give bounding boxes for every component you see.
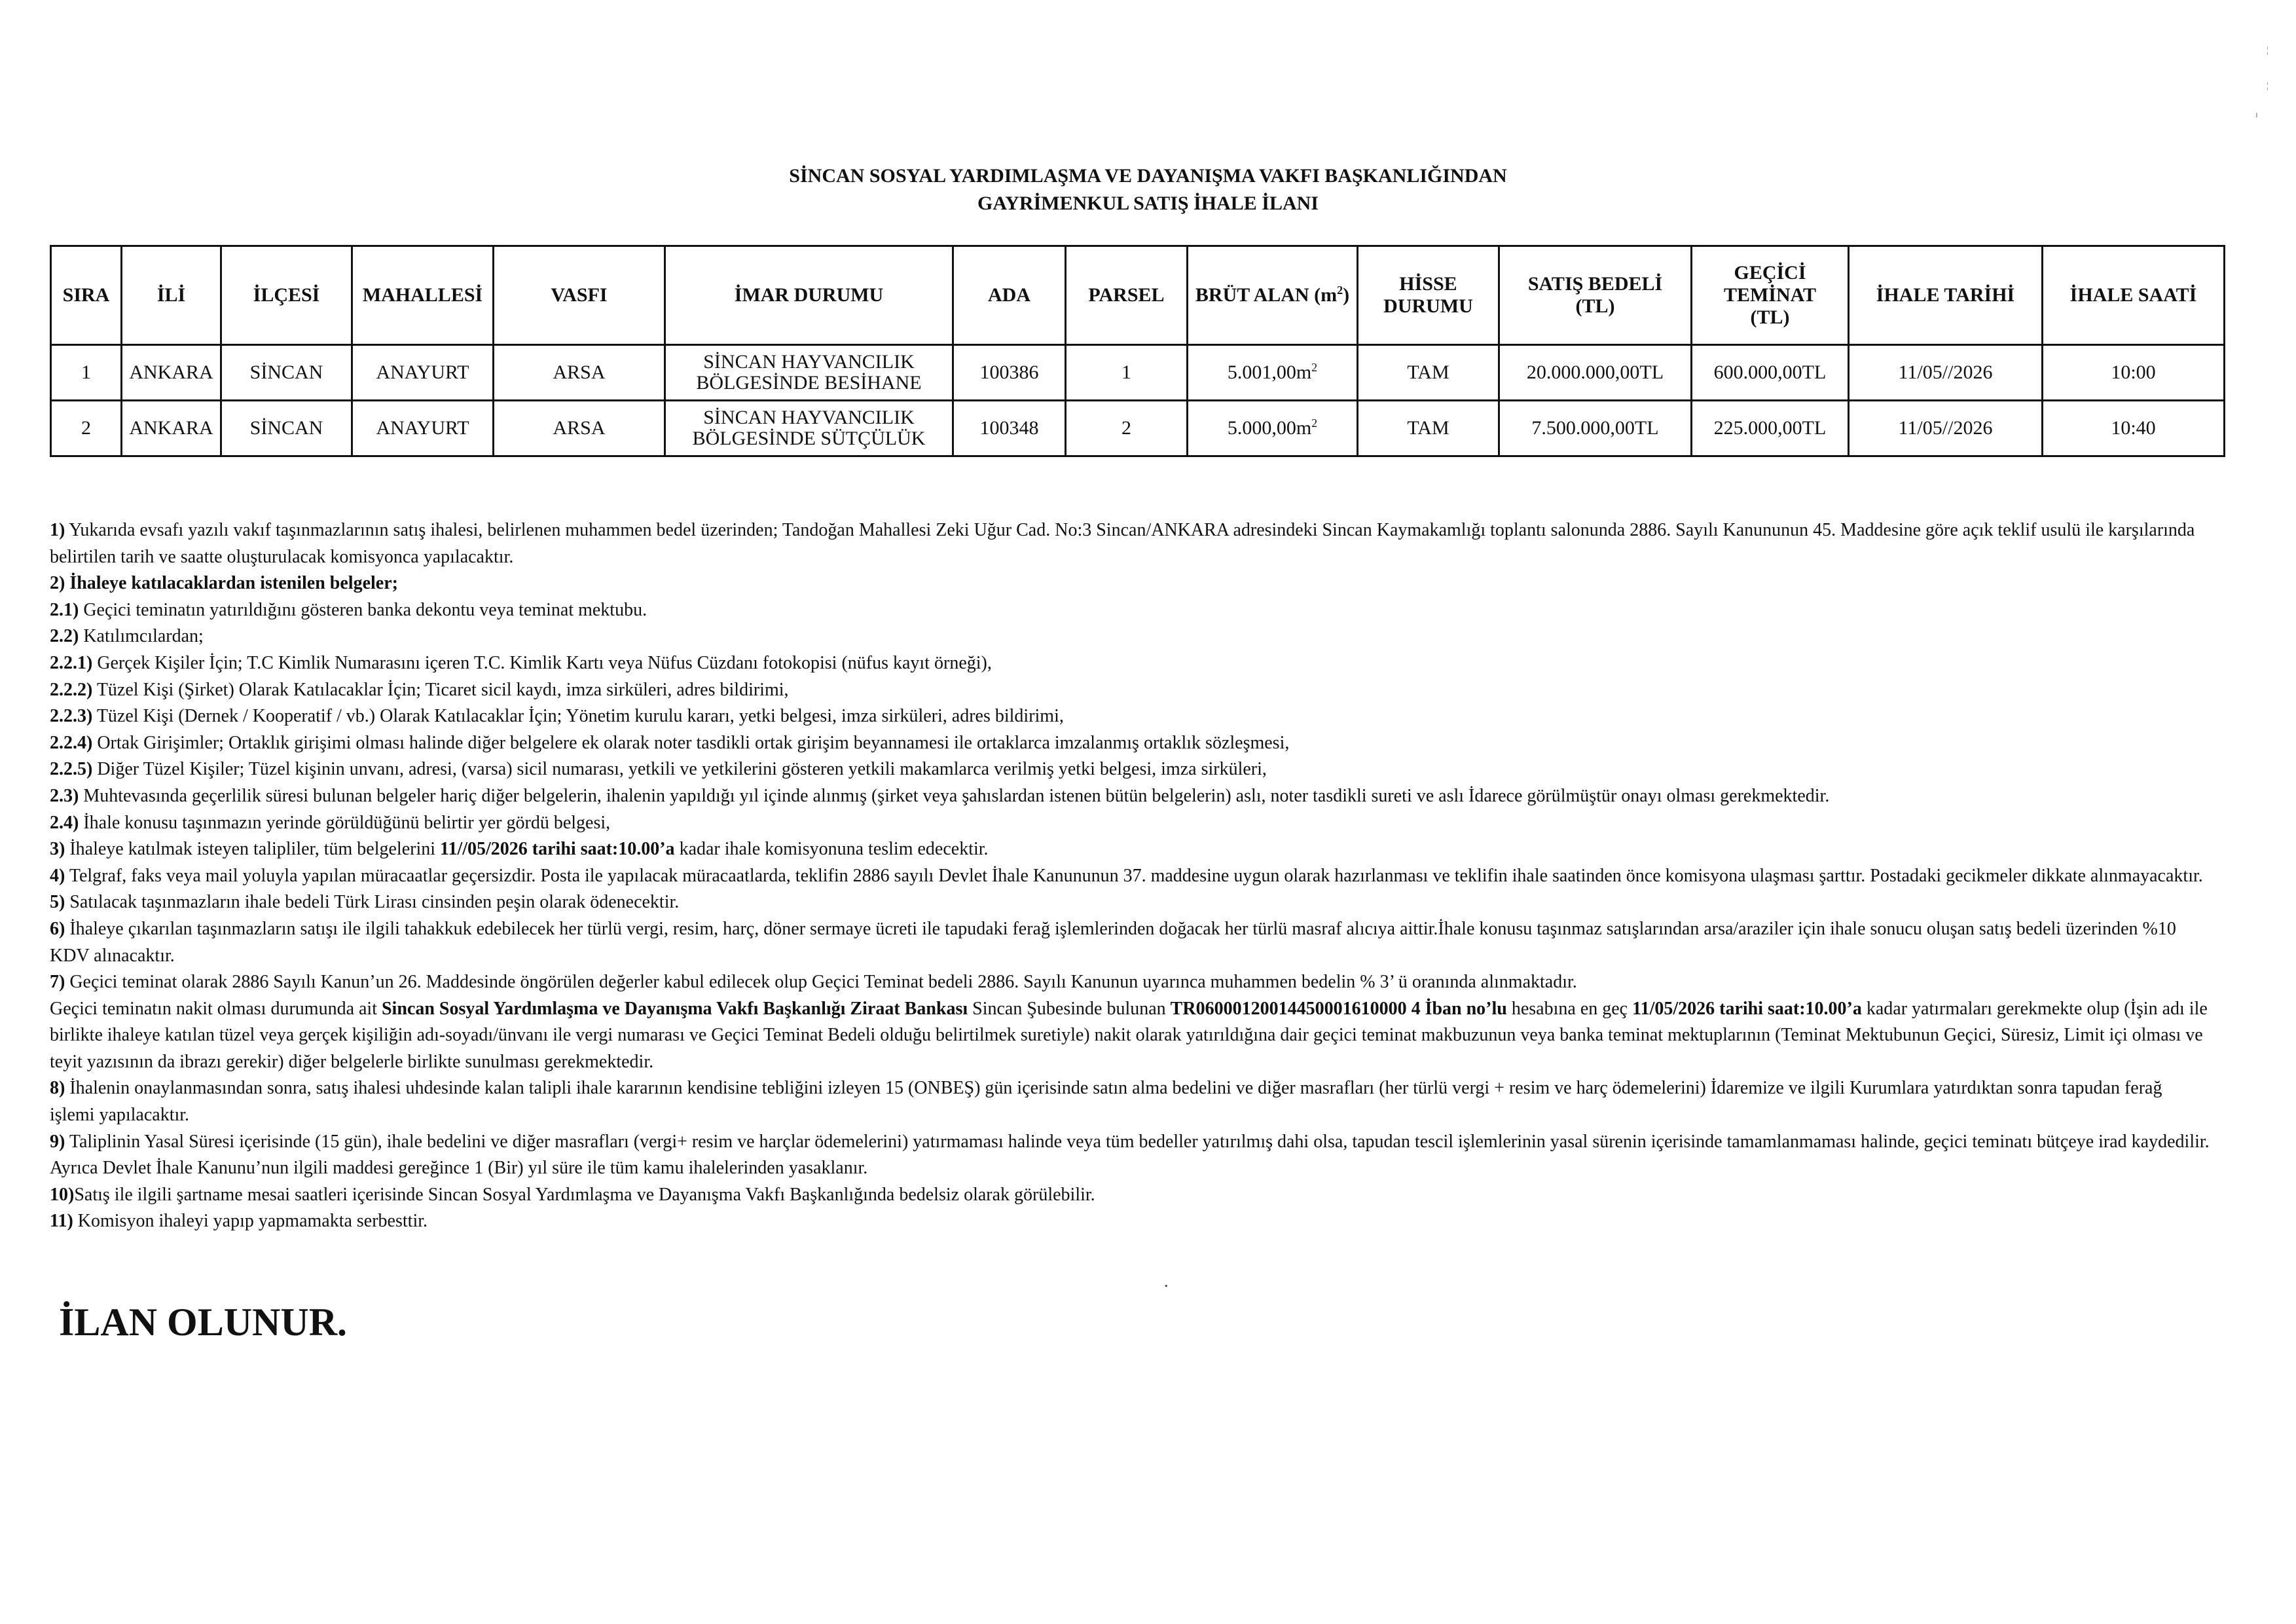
clause-deadline: 11/05/2026 tarihi saat:10.00’a xyxy=(1632,998,1862,1019)
clause-8 xyxy=(50,1075,2210,1128)
cell-satis: 7.500.000,00TL xyxy=(1499,401,1692,456)
clause-number: 3) xyxy=(50,839,65,860)
clause-2-2 xyxy=(50,623,2210,650)
cell-imar xyxy=(665,401,953,456)
clause-text: Taliplinin Yasal Süresi içerisinde (15 gün), ihale bedelini ve diğer masrafları (vergi+ resim ve harçlar ödemelerini) yatırmaması halinde veya tüm bedeller yatırılmış dahi olsa, tapudan tescil işlemlerinin yasal sürenin içerisinde tamamlanmaması halinde, geçici teminatı bütçeye irad kaydedilir. Ayrıca Devlet İhale Kanunu’nun ilgili maddesi gereğince 1 (Bir) yıl süre ile tüm kamu ihalelerinden yasaklanır. xyxy=(50,1131,2210,1179)
col-gecici xyxy=(1692,246,1849,345)
col-brut-alan-sup: 2 xyxy=(1337,284,1343,297)
clause-deadline: 11//05/2026 tarihi saat:10.00’a xyxy=(440,839,675,860)
cell-vasfi: ARSA xyxy=(494,345,665,401)
clause-text: Satılacak taşınmazların ihale bedeli Türk Lirası cinsinden peşin olarak ödenecektir. xyxy=(65,892,680,913)
cell-mahalle: ANAYURT xyxy=(352,345,494,401)
clause-number: 1) xyxy=(50,520,65,540)
cell-imar-l1: SİNCAN HAYVANCILIK xyxy=(703,407,915,428)
clause-text: kadar yatırmaları gerekmekte olup (İşin adı ile birlikte ihaleye katılan tüzel veya gerçek kişiliğin adı-soyadı/ünvanı ile vergi numarası ve Geçici Teminat Bedeli olduğu belirtilmek suretiyle) nakit olarak yatırıldığına dair geçici teminat makbuzunun veya banka teminat mektuplarının (Teminat Mektubunun Geçici, Süresiz, Limit içi olması ve teyit yazısının da ibrazı gerekir) diğer belgelerle birlikte sunulması gerekmektedir. xyxy=(50,998,2208,1072)
clause-number: 11) xyxy=(50,1211,73,1232)
col-hisse-l1: HİSSE xyxy=(1399,273,1457,295)
clause-text: Telgraf, faks veya mail yoluyla yapılan müracaatlar geçersizdir. Posta ile yapılacak müracaatlarda, teklifin 2886 sayılı Devlet İhale Kanununun 37. maddesine uygun olarak hazırlanması ve teklifin ihale saatinden önce komisyona ulaşması şarttır. Postadaki gecikmeler dikkate alınmayacaktır. xyxy=(65,865,2203,886)
clause-2-4 xyxy=(50,810,2210,837)
col-mahalle: MAHALLESİ xyxy=(352,246,494,345)
col-ihale-tarihi: İHALE TARİHİ xyxy=(1849,246,2043,345)
clause-number: 6) xyxy=(50,918,65,939)
clause-2-2-2 xyxy=(50,677,2210,704)
cell-hisse: TAM xyxy=(1358,401,1499,456)
cell-mahalle: ANAYURT xyxy=(352,401,494,456)
cell-imar-l1: SİNCAN HAYVANCILIK xyxy=(703,351,915,373)
scan-artifact: ¦ xyxy=(2267,46,2269,56)
col-sira: SIRA xyxy=(51,246,122,345)
cell-teminat: 225.000,00TL xyxy=(1692,401,1849,456)
auction-table xyxy=(50,245,2225,457)
clause-number: 2.2.1) xyxy=(50,652,93,673)
announcement-body xyxy=(50,517,2210,1235)
bank-account-holder: Sincan Sosyal Yardımlaşma ve Dayanışma Vakfı Başkanlığı Ziraat Bankası xyxy=(381,998,968,1019)
cell-alan-value: 5.001,00m xyxy=(1227,361,1312,383)
clause-11 xyxy=(50,1208,2210,1235)
cell-parsel: 1 xyxy=(1066,345,1188,401)
cell-alan xyxy=(1188,345,1358,401)
col-brut-alan xyxy=(1188,246,1358,345)
col-parsel: PARSEL xyxy=(1066,246,1188,345)
cell-alan-value: 5.000,00m xyxy=(1227,417,1312,439)
clause-2-3 xyxy=(50,783,2210,810)
clause-text: İhalenin onaylanmasından sonra, satış ihalesi uhdesinde kalan talipli ihale kararının kendisine tebliğini izleyen 15 (ONBEŞ) gün içerisinde satın alma bedelini ve diğer masrafları (her türlü vergi + resim ve harç ödemelerini) İdaremize ve ilgili Kurumlara yatırdıktan sonra tapudan ferağ işlemi yapılacaktır. xyxy=(50,1078,2162,1126)
clause-number: 2.4) xyxy=(50,812,79,833)
col-gecici-l2: TEMİNAT xyxy=(1723,284,1817,306)
clause-number: 4) xyxy=(50,865,65,886)
col-ada: ADA xyxy=(953,246,1066,345)
clause-2-2-5 xyxy=(50,756,2210,783)
clause-7-bank xyxy=(50,996,2210,1076)
clause-number: 2.1) xyxy=(50,599,79,620)
clause-number: 2.3) xyxy=(50,785,79,806)
cell-hisse: TAM xyxy=(1358,345,1499,401)
cell-imar xyxy=(665,345,953,401)
clause-number: 5) xyxy=(50,892,65,913)
clause-text: Katılımcılardan; xyxy=(79,626,204,647)
clause-number: 9) xyxy=(50,1131,65,1152)
cell-alan xyxy=(1188,401,1358,456)
clause-text: Ortak Girişimler; Ortaklık girişimi olması halinde diğer belgelere ek olarak noter tasdikli ortak girişim beyannamesi ile ortaklarca imzalanmış ortaklık sözleşmesi, xyxy=(92,732,1290,753)
col-brut-alan-text: BRÜT ALAN (m xyxy=(1195,284,1338,306)
clause-text: Sincan Şubesinde bulunan xyxy=(968,998,1171,1019)
scan-artifact: . xyxy=(1164,1272,1169,1291)
clause-number: 8) xyxy=(50,1078,65,1099)
clause-text: İhaleye katılmak isteyen talipliler, tüm belgelerini xyxy=(65,839,441,860)
clause-text: Yukarıda evsafı yazılı vakıf taşınmazlarının satış ihalesi, belirlenen muhammen bedel üzerinden; Tandoğan Mahallesi Zeki Uğur Cad. No:3 Sincan/ANKARA adresindeki Sincan Kaymakamlığı toplantı salonunda 2886. Sayılı Kanununun 45. Maddesine göre açık teklif usulü ile karşılarında belirtilen tarih ve saatte oluşturulacak komisyonca yapılacaktır. xyxy=(50,520,2195,567)
scan-artifact: ¦ xyxy=(2267,81,2269,91)
table-header-row xyxy=(51,246,2225,345)
cell-sira: 1 xyxy=(51,345,122,401)
clause-text: Gerçek Kişiler İçin; T.C Kimlik Numarasını içeren T.C. Kimlik Kartı veya Nüfus Cüzdanı fotokopisi (nüfus kayıt örneği), xyxy=(92,652,992,673)
iban: TR06000120014450001610000 4 İban no’lu xyxy=(1170,998,1507,1019)
table-row xyxy=(51,401,2225,456)
clause-4 xyxy=(50,863,2210,890)
clause-2-1 xyxy=(50,597,2210,624)
clause-number: 2.2.4) xyxy=(50,732,93,753)
clause-2-2-3 xyxy=(50,703,2210,730)
cell-ilce: SİNCAN xyxy=(221,401,352,456)
cell-saat: 10:00 xyxy=(2043,345,2225,401)
cell-teminat: 600.000,00TL xyxy=(1692,345,1849,401)
cell-sira: 2 xyxy=(51,401,122,456)
cell-ada: 100386 xyxy=(953,345,1066,401)
announcement-title: SİNCAN SOSYAL YARDIMLAŞMA VE DAYANIŞMA VAKFI BAŞKANLIĞINDAN xyxy=(789,165,1507,187)
clause-10 xyxy=(50,1182,2210,1209)
cell-tarih: 11/05//2026 xyxy=(1849,401,2043,456)
col-ihale-saati: İHALE SAATİ xyxy=(2043,246,2225,345)
clause-text: Komisyon ihaleyi yapıp yapmamakta serbesttir. xyxy=(73,1211,428,1232)
col-satis-l1: SATIŞ BEDELİ xyxy=(1527,273,1663,295)
clause-9 xyxy=(50,1129,2210,1182)
col-il: İLİ xyxy=(122,246,221,345)
clause-number: 2.2.3) xyxy=(50,706,93,727)
table-row xyxy=(51,345,2225,401)
clause-number: 2.2.5) xyxy=(50,759,93,780)
col-gecici-l3: (TL) xyxy=(1750,306,1790,328)
clause-6 xyxy=(50,916,2210,969)
cell-alan-sup: 2 xyxy=(1311,416,1318,430)
clause-text: Geçici teminat olarak 2886 Sayılı Kanun’un 26. Maddesinde öngörülen değerler kabul edilecek olup Geçici Teminat bedeli 2886. Sayılı Kanunun uyarınca muhammen bedelin % 3’ ü oranında alınmaktadır. xyxy=(65,972,1577,993)
clause-3 xyxy=(50,836,2210,863)
col-satis-l2: (TL) xyxy=(1575,295,1615,317)
clause-text: İhaleye çıkarılan taşınmazların satışı ile ilgili tahakkuk edebilecek her türlü vergi, resim, harç, döner sermaye ücreti ile tapudaki ferağ işlemlerinden doğacak her türlü masraf alıcıya aittir.İhale konusu taşınmaz satışlarından arsa/araziler için ihale sonucu oluşan satış bedeli üzerinden %10 KDV alınacaktır. xyxy=(50,918,2176,966)
clause-text: Satış ile ilgili şartname mesai saatleri içerisinde Sincan Sosyal Yardımlaşma ve Dayanışma Vakfı Başkanlığında bedelsiz olarak görülebilir. xyxy=(74,1184,1095,1205)
clause-text: hesabına en geç xyxy=(1506,998,1633,1019)
cell-imar-l2: BÖLGESİNDE SÜTÇÜLÜK xyxy=(692,428,926,449)
cell-ilce: SİNCAN xyxy=(221,345,352,401)
cell-imar-l2: BÖLGESİNDE BESİHANE xyxy=(696,372,922,394)
cell-parsel: 2 xyxy=(1066,401,1188,456)
col-gecici-l1: GEÇİCİ xyxy=(1734,262,1806,284)
col-brut-alan-close: ) xyxy=(1343,284,1350,306)
clause-2-2-1 xyxy=(50,650,2210,677)
clause-text: kadar ihale komisyonuna teslim edecektir. xyxy=(674,839,989,860)
clause-7 xyxy=(50,969,2210,996)
closing-statement: İLAN OLUNUR. xyxy=(59,1301,348,1344)
col-vasfi: VASFI xyxy=(494,246,665,345)
cell-il: ANKARA xyxy=(122,345,221,401)
clause-number: 2.2.2) xyxy=(50,679,93,700)
scan-artifact: ı xyxy=(2255,110,2258,120)
col-ilce: İLÇESİ xyxy=(221,246,352,345)
clause-text: Tüzel Kişi (Şirket) Olarak Katılacaklar İçin; Ticaret sicil kaydı, imza sirküleri, adres bildirimi, xyxy=(92,679,789,700)
clause-number: 2.2) xyxy=(50,626,79,647)
clause-2-heading: 2) İhaleye katılacaklardan istenilen belgeler; xyxy=(50,573,398,594)
clause-1 xyxy=(50,517,2210,570)
cell-tarih: 11/05//2026 xyxy=(1849,345,2043,401)
cell-il: ANKARA xyxy=(122,401,221,456)
clause-text: Tüzel Kişi (Dernek / Kooperatif / vb.) Olarak Katılacaklar İçin; Yönetim kurulu kararı, yetki belgesi, imza sirküleri, adres bildirimi, xyxy=(92,706,1064,727)
cell-vasfi: ARSA xyxy=(494,401,665,456)
clause-text: Geçici teminatın nakit olması durumunda ait xyxy=(50,998,382,1019)
clause-2-2-4 xyxy=(50,730,2210,757)
clause-text: Muhtevasında geçerlilik süresi bulunan belgeler hariç diğer belgelerin, ihalenin yapıldığı yıl içinde alınmış (şirket veya şahıslardan istenen bütün belgelerin) aslı, noter tasdikli sureti ve aslı İdarece görülmüştür onayı olması gerekmektedir. xyxy=(79,785,1830,806)
col-imar: İMAR DURUMU xyxy=(665,246,953,345)
col-hisse-l2: DURUMU xyxy=(1383,295,1473,317)
col-satis xyxy=(1499,246,1692,345)
cell-alan-sup: 2 xyxy=(1311,361,1318,374)
cell-satis: 20.000.000,00TL xyxy=(1499,345,1692,401)
clause-text: İhale konusu taşınmazın yerinde görüldüğünü belirtir yer gördü belgesi, xyxy=(79,812,611,833)
clause-number: 7) xyxy=(50,972,65,993)
announcement-subtitle: GAYRİMENKUL SATIŞ İHALE İLANI xyxy=(977,193,1319,214)
clause-number: 10) xyxy=(50,1184,75,1205)
clause-5 xyxy=(50,889,2210,916)
clause-text: Diğer Tüzel Kişiler; Tüzel kişinin unvanı, adresi, (varsa) sicil numarası, yetkili ve yetkilerini gösteren yetkili makamlarca verilmiş yetki belgesi, imza sirküleri, xyxy=(92,759,1267,780)
clause-text: Geçici teminatın yatırıldığını gösteren banka dekontu veya teminat mektubu. xyxy=(79,599,647,620)
cell-saat: 10:40 xyxy=(2043,401,2225,456)
cell-ada: 100348 xyxy=(953,401,1066,456)
col-hisse xyxy=(1358,246,1499,345)
